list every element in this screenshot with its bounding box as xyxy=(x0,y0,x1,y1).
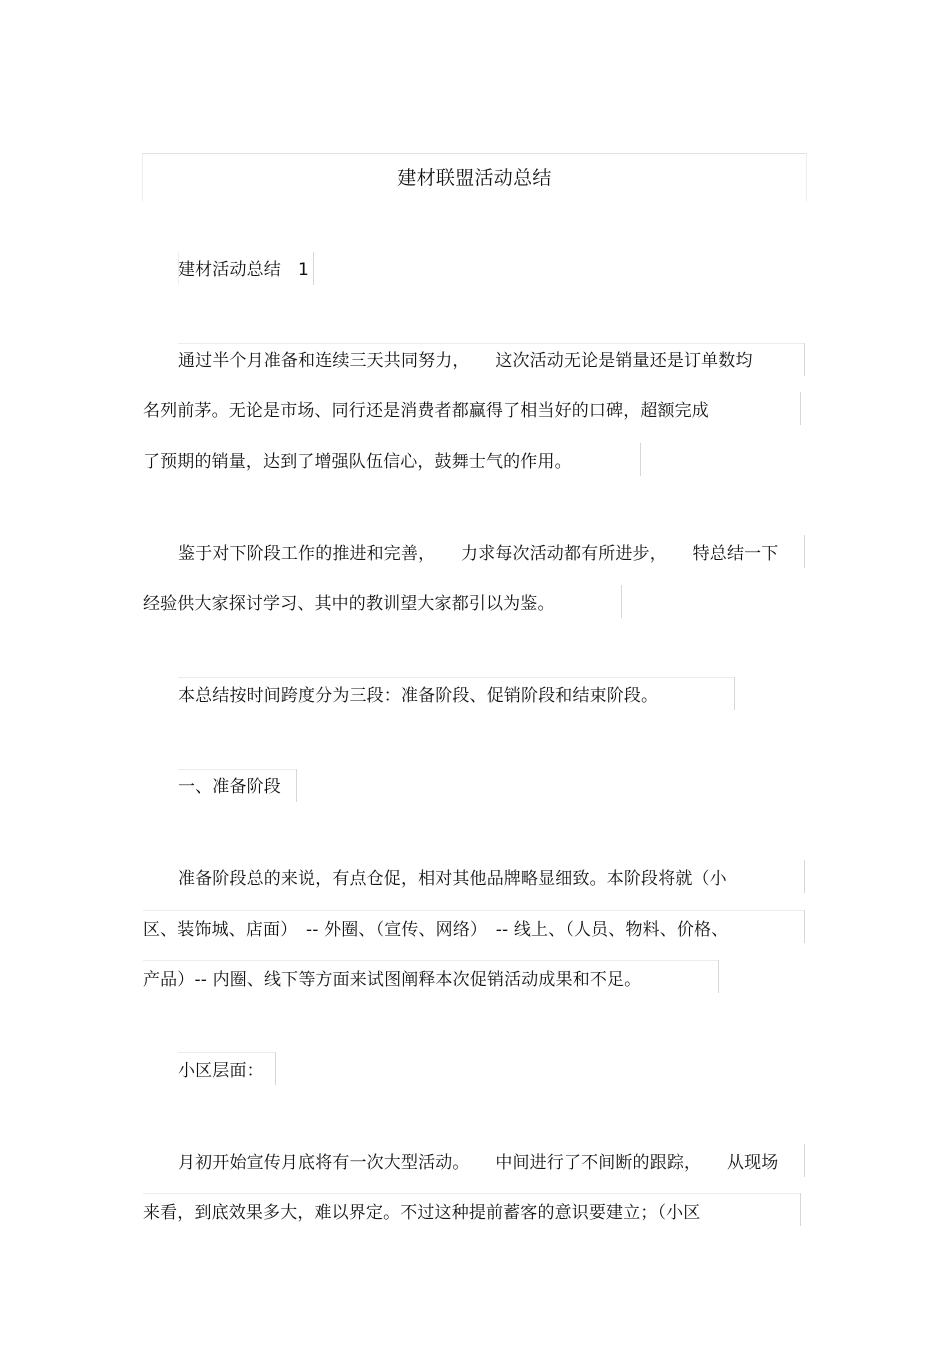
text-frame-edge xyxy=(178,769,296,770)
paragraph-line: 了预期的销量，达到了增强队伍信心，鼓舞士气的作用。 xyxy=(143,452,572,472)
document-title: 建材联盟活动总结 xyxy=(397,167,552,189)
text-frame-edge xyxy=(275,1052,276,1085)
text-frame-edge xyxy=(804,343,805,376)
title-frame xyxy=(142,153,807,201)
text-frame-edge xyxy=(296,769,297,802)
text-frame-edge xyxy=(718,960,719,993)
text-frame-edge xyxy=(804,860,805,893)
paragraph-line: 月初开始宣传月底将有一次大型活动。 中间进行了不间断的跟踪， 从现场 xyxy=(178,1153,779,1173)
text-frame-edge xyxy=(178,343,805,344)
text-frame-edge xyxy=(178,252,179,285)
text-frame-edge xyxy=(804,1144,805,1177)
text-frame-edge xyxy=(178,677,735,678)
paragraph-line: 名列前茅。无论是市场、同行还是消费者都赢得了相当好的口碑，超额完成 xyxy=(143,401,709,421)
paragraph-line: 本总结按时间跨度分为三段：准备阶段、促销阶段和结束阶段。 xyxy=(178,686,659,706)
paragraph-line: 通过半个月准备和连续三天共同努力， 这次活动无论是销量还是订单数均 xyxy=(178,351,753,371)
paragraph-line: 来看，到底效果多大，难以界定。不过这种提前蓄客的意识要建立；（小区 xyxy=(143,1203,701,1223)
text-frame-edge xyxy=(640,443,641,476)
text-frame-edge xyxy=(804,910,805,943)
paragraph-line: 经验供大家探讨学习、其中的教训望大家都引以为鉴。 xyxy=(143,594,555,614)
paragraph-line: 准备阶段总的来说，有点仓促，相对其他品牌略显细致。本阶段将就（小 xyxy=(178,869,727,889)
text-frame-edge xyxy=(621,585,622,618)
text-frame-edge xyxy=(143,960,719,961)
section-subheading: 小区层面： xyxy=(178,1061,264,1081)
text-frame-edge xyxy=(800,1193,801,1226)
paragraph-line: 鉴于对下阶段工作的推进和完善， 力求每次活动都有所进步， 特总结一下 xyxy=(178,544,779,564)
section-subheading: 一、准备阶段 xyxy=(178,777,281,797)
section-heading: 建材活动总结 1 xyxy=(178,260,310,280)
text-frame-edge xyxy=(804,535,805,568)
text-frame-edge xyxy=(734,677,735,710)
text-frame-edge xyxy=(143,1193,801,1194)
text-frame-edge xyxy=(800,392,801,425)
text-frame-edge xyxy=(143,910,805,911)
text-frame-edge xyxy=(313,252,314,285)
paragraph-line: 产品）-- 内圈、线下等方面来试图阐释本次促销活动成果和不足。 xyxy=(143,970,642,990)
paragraph-line: 区、装饰城、店面） -- 外圈、（宣传、网络） -- 线上、（人员、物料、价格、 xyxy=(143,920,729,940)
text-frame-edge xyxy=(178,1052,275,1053)
